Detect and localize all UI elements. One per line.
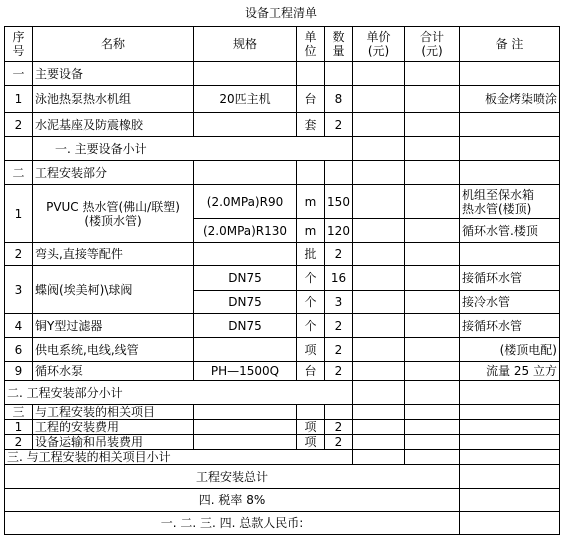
- grand-total-row: 工程安装总计: [5, 465, 560, 489]
- table-row: 4 铜Y型过滤器 DN75 个 2 接循环水管: [5, 314, 560, 338]
- header-total: 合计 (元): [405, 27, 460, 62]
- table-row: 1 PVUC 热水管(佛山/联塑) (楼顶水管) (2.0MPa)R90 m 150 机组至保水箱 热水管(楼顶): [5, 185, 560, 219]
- total-rmb-row: 一. 二. 三. 四. 总款人民币:: [5, 512, 560, 535]
- subtotal-row: 二. 工程安装部分小计: [5, 381, 560, 405]
- table-row: 2 设备运输和吊装费用 项 2: [5, 435, 560, 450]
- table-row: 1 工程的安装费用 项 2: [5, 420, 560, 435]
- table-row: 1 泳池热泵热水机组 20匹主机 台 8 板金烤柒喷涂: [5, 86, 560, 113]
- header-name: 名称: [33, 27, 194, 62]
- table-row: (2.0MPa)R130 m 120 循环水管.楼顶: [5, 219, 560, 243]
- section-row: 三 与工程安装的相关项目: [5, 405, 560, 420]
- subtotal-row: 一. 主要设备小计: [5, 137, 560, 161]
- header-seq: 序 号: [5, 27, 33, 62]
- header-remark: 备 注: [460, 27, 560, 62]
- table-row: 9 循环水泵 PH—1500Q 台 2 流量 25 立方: [5, 362, 560, 381]
- section-row: 一 主要设备: [5, 62, 560, 86]
- item-remark: 机组至保水箱 热水管(楼顶): [460, 185, 560, 219]
- header-unit: 单 位: [297, 27, 325, 62]
- table-row: 2 水泥基座及防震橡胶 套 2: [5, 113, 560, 137]
- header-price: 单价 (元): [353, 27, 405, 62]
- table-row: DN75 个 3 接冷水管: [5, 291, 560, 314]
- section-row: 二 工程安装部分: [5, 161, 560, 185]
- equipment-list-table: [4, 26, 560, 535]
- table-row: 3 蝶阀(埃美柯)\球阀 DN75 个 16 接循环水管: [5, 266, 560, 291]
- document-title: 设备工程清单: [244, 6, 317, 20]
- subtotal-row: 三. 与工程安装的相关项目小计: [5, 450, 560, 465]
- table-row: 6 供电系统,电线,线管 项 2 (楼顶电配): [5, 338, 560, 362]
- header-qty: 数 量: [325, 27, 353, 62]
- header-spec: 规格: [194, 27, 297, 62]
- item-name: PVUC 热水管(佛山/联塑) (楼顶水管): [33, 185, 194, 243]
- tax-row: 四. 税率 8%: [5, 489, 560, 512]
- header-row: [5, 27, 560, 62]
- table-row: 2 弯头,直接等配件 批 2: [5, 243, 560, 266]
